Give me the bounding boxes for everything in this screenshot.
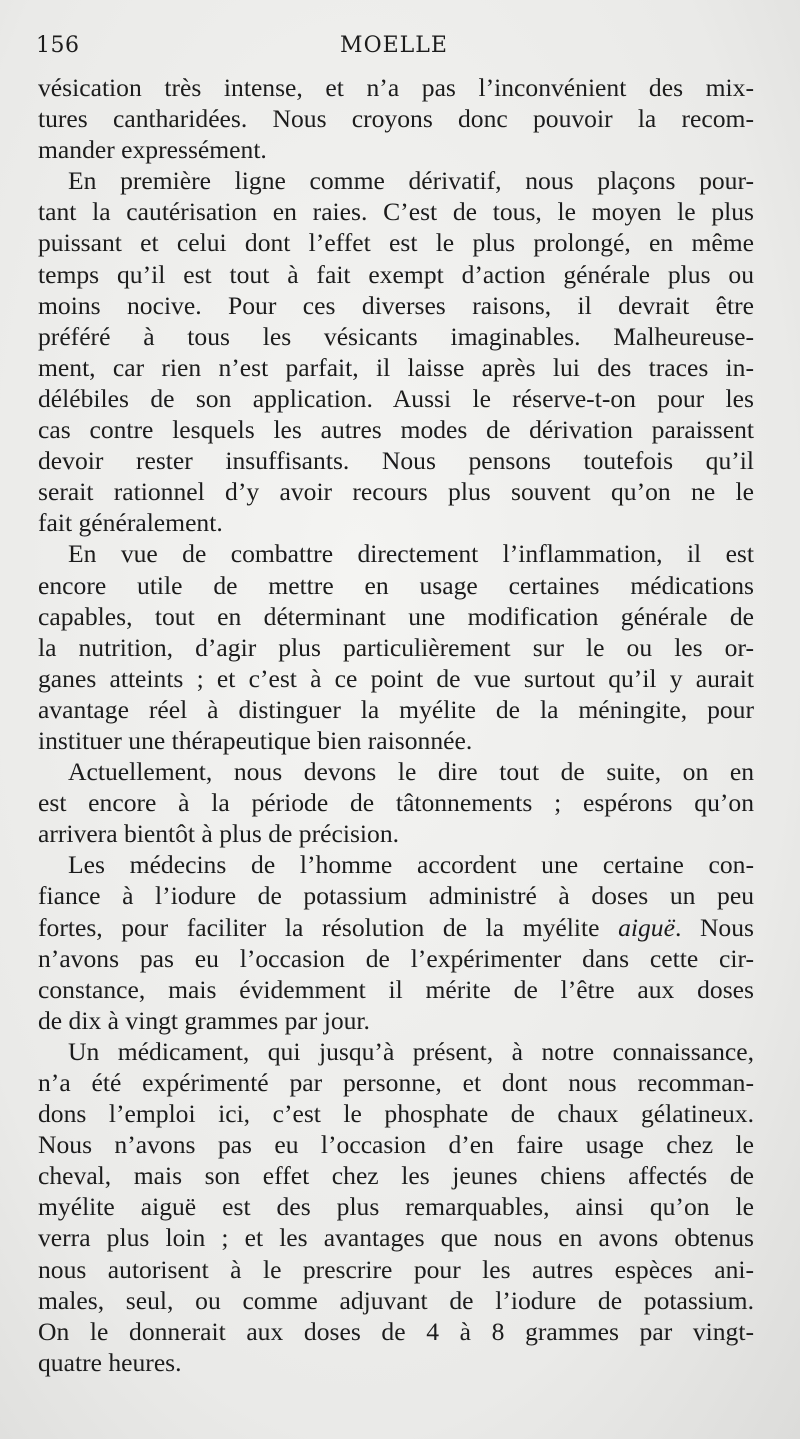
text-line: quatre heures. [38, 1347, 182, 1377]
text-line: En vue de combattre directement l’inflammation, il est [68, 539, 754, 569]
paragraph [38, 849, 754, 1036]
text-line: Nous n’avons pas eu l’occasion d’en faire usage chez le [38, 1130, 754, 1160]
text-fragment: fortes, pour faciliter la résolution de la myélite [38, 912, 600, 942]
running-title: MOELLE [340, 33, 448, 58]
text-line: En première ligne comme dérivatif, nous plaçons pour- [68, 166, 754, 196]
paragraph [38, 756, 754, 849]
text-line: puissant et celui dont l’effet est le plus prolongé, en même [38, 228, 754, 258]
text-line: préféré à tous les vésicants imaginables. Malheureuse- [38, 321, 754, 351]
page-header [36, 33, 752, 63]
paragraph [38, 72, 754, 165]
text-line: tures cantharidées. Nous croyons donc pouvoir la recom- [38, 104, 754, 134]
text-line: instituer une thérapeutique bien raisonnée. [38, 725, 473, 755]
italic-word: aiguë [618, 912, 675, 942]
page-number: 156 [36, 33, 80, 58]
text-line: la nutrition, d’agir plus particulièrement sur le ou les or- [38, 632, 754, 662]
text-line: tant la cautérisation en raies. C’est de tous, le moyen le plus [38, 197, 754, 227]
text-line: ment, car rien n’est parfait, il laisse après lui des traces in- [38, 352, 754, 382]
text-line: n’avons pas eu l’occasion de l’expérimenter dans cette cir- [38, 943, 754, 973]
text-line [38, 912, 754, 943]
text-line: fiance à l’iodure de potassium administré à doses un peu [38, 881, 754, 911]
text-line: avantage réel à distinguer la myélite de la méningite, pour [38, 694, 754, 724]
text-line: constance, mais évidemment il mérite de l’être aux doses [38, 974, 754, 1004]
text-line: moins nocive. Pour ces diverses raisons, il devrait être [38, 290, 754, 320]
text-line: ganes atteints ; et c’est à ce point de vue surtout qu’il y aurait [38, 663, 754, 693]
text-line: serait rationnel d’y avoir recours plus souvent qu’on ne le [38, 477, 754, 507]
text-line: On le donnerait aux doses de 4 à 8 grammes par vingt- [38, 1316, 754, 1346]
paragraph [38, 538, 754, 756]
text-line: Actuellement, nous devons le dire tout de suite, on en [68, 757, 754, 787]
paragraph [38, 1036, 754, 1378]
body-text [38, 72, 754, 1378]
text-line: arrivera bientôt à plus de précision. [38, 819, 400, 849]
text-fragment: . Nous [674, 912, 754, 942]
text-line: devoir rester insuffisants. Nous pensons toutefois qu’il [38, 446, 754, 476]
text-line: temps qu’il est tout à fait exempt d’action générale plus ou [38, 259, 754, 289]
text-line: délébiles de son application. Aussi le réserve-t-on pour les [38, 383, 754, 413]
text-line: Un médicament, qui jusqu’à présent, à notre connaissance, [68, 1036, 754, 1066]
text-line: mander expressément. [38, 135, 267, 165]
text-line: n’a été expérimenté par personne, et dont nous recomman- [38, 1068, 754, 1097]
text-line: Les médecins de l’homme accordent une certaine con- [68, 850, 754, 880]
text-line: encore utile de mettre en usage certaines médications [38, 570, 754, 600]
text-line: cheval, mais son effet chez les jeunes chiens affectés de [38, 1161, 754, 1191]
text-line: est encore à la période de tâtonnements ; espérons qu’on [38, 788, 754, 818]
text-line: cas contre lesquels les autres modes de dérivation paraissent [38, 415, 754, 445]
text-line: vésication très intense, et n’a pas l’inconvénient des mix- [38, 73, 754, 102]
text-line: capables, tout en déterminant une modification générale de [38, 601, 754, 631]
text-line: nous autorisent à le prescrire pour les autres espèces ani- [38, 1254, 754, 1284]
text-line: males, seul, ou comme adjuvant de l’iodure de potassium. [38, 1285, 754, 1315]
text-line: dons l’emploi ici, c’est le phosphate de chaux gélatineux. [38, 1099, 754, 1129]
text-line: fait généralement. [38, 508, 223, 538]
text-line: verra plus loin ; et les avantages que nous en avons obtenus [38, 1223, 754, 1253]
text-line: myélite aiguë est des plus remarquables, ainsi qu’on le [38, 1192, 754, 1222]
text-line: de dix à vingt grammes par jour. [38, 1005, 370, 1035]
paragraph [38, 165, 754, 538]
